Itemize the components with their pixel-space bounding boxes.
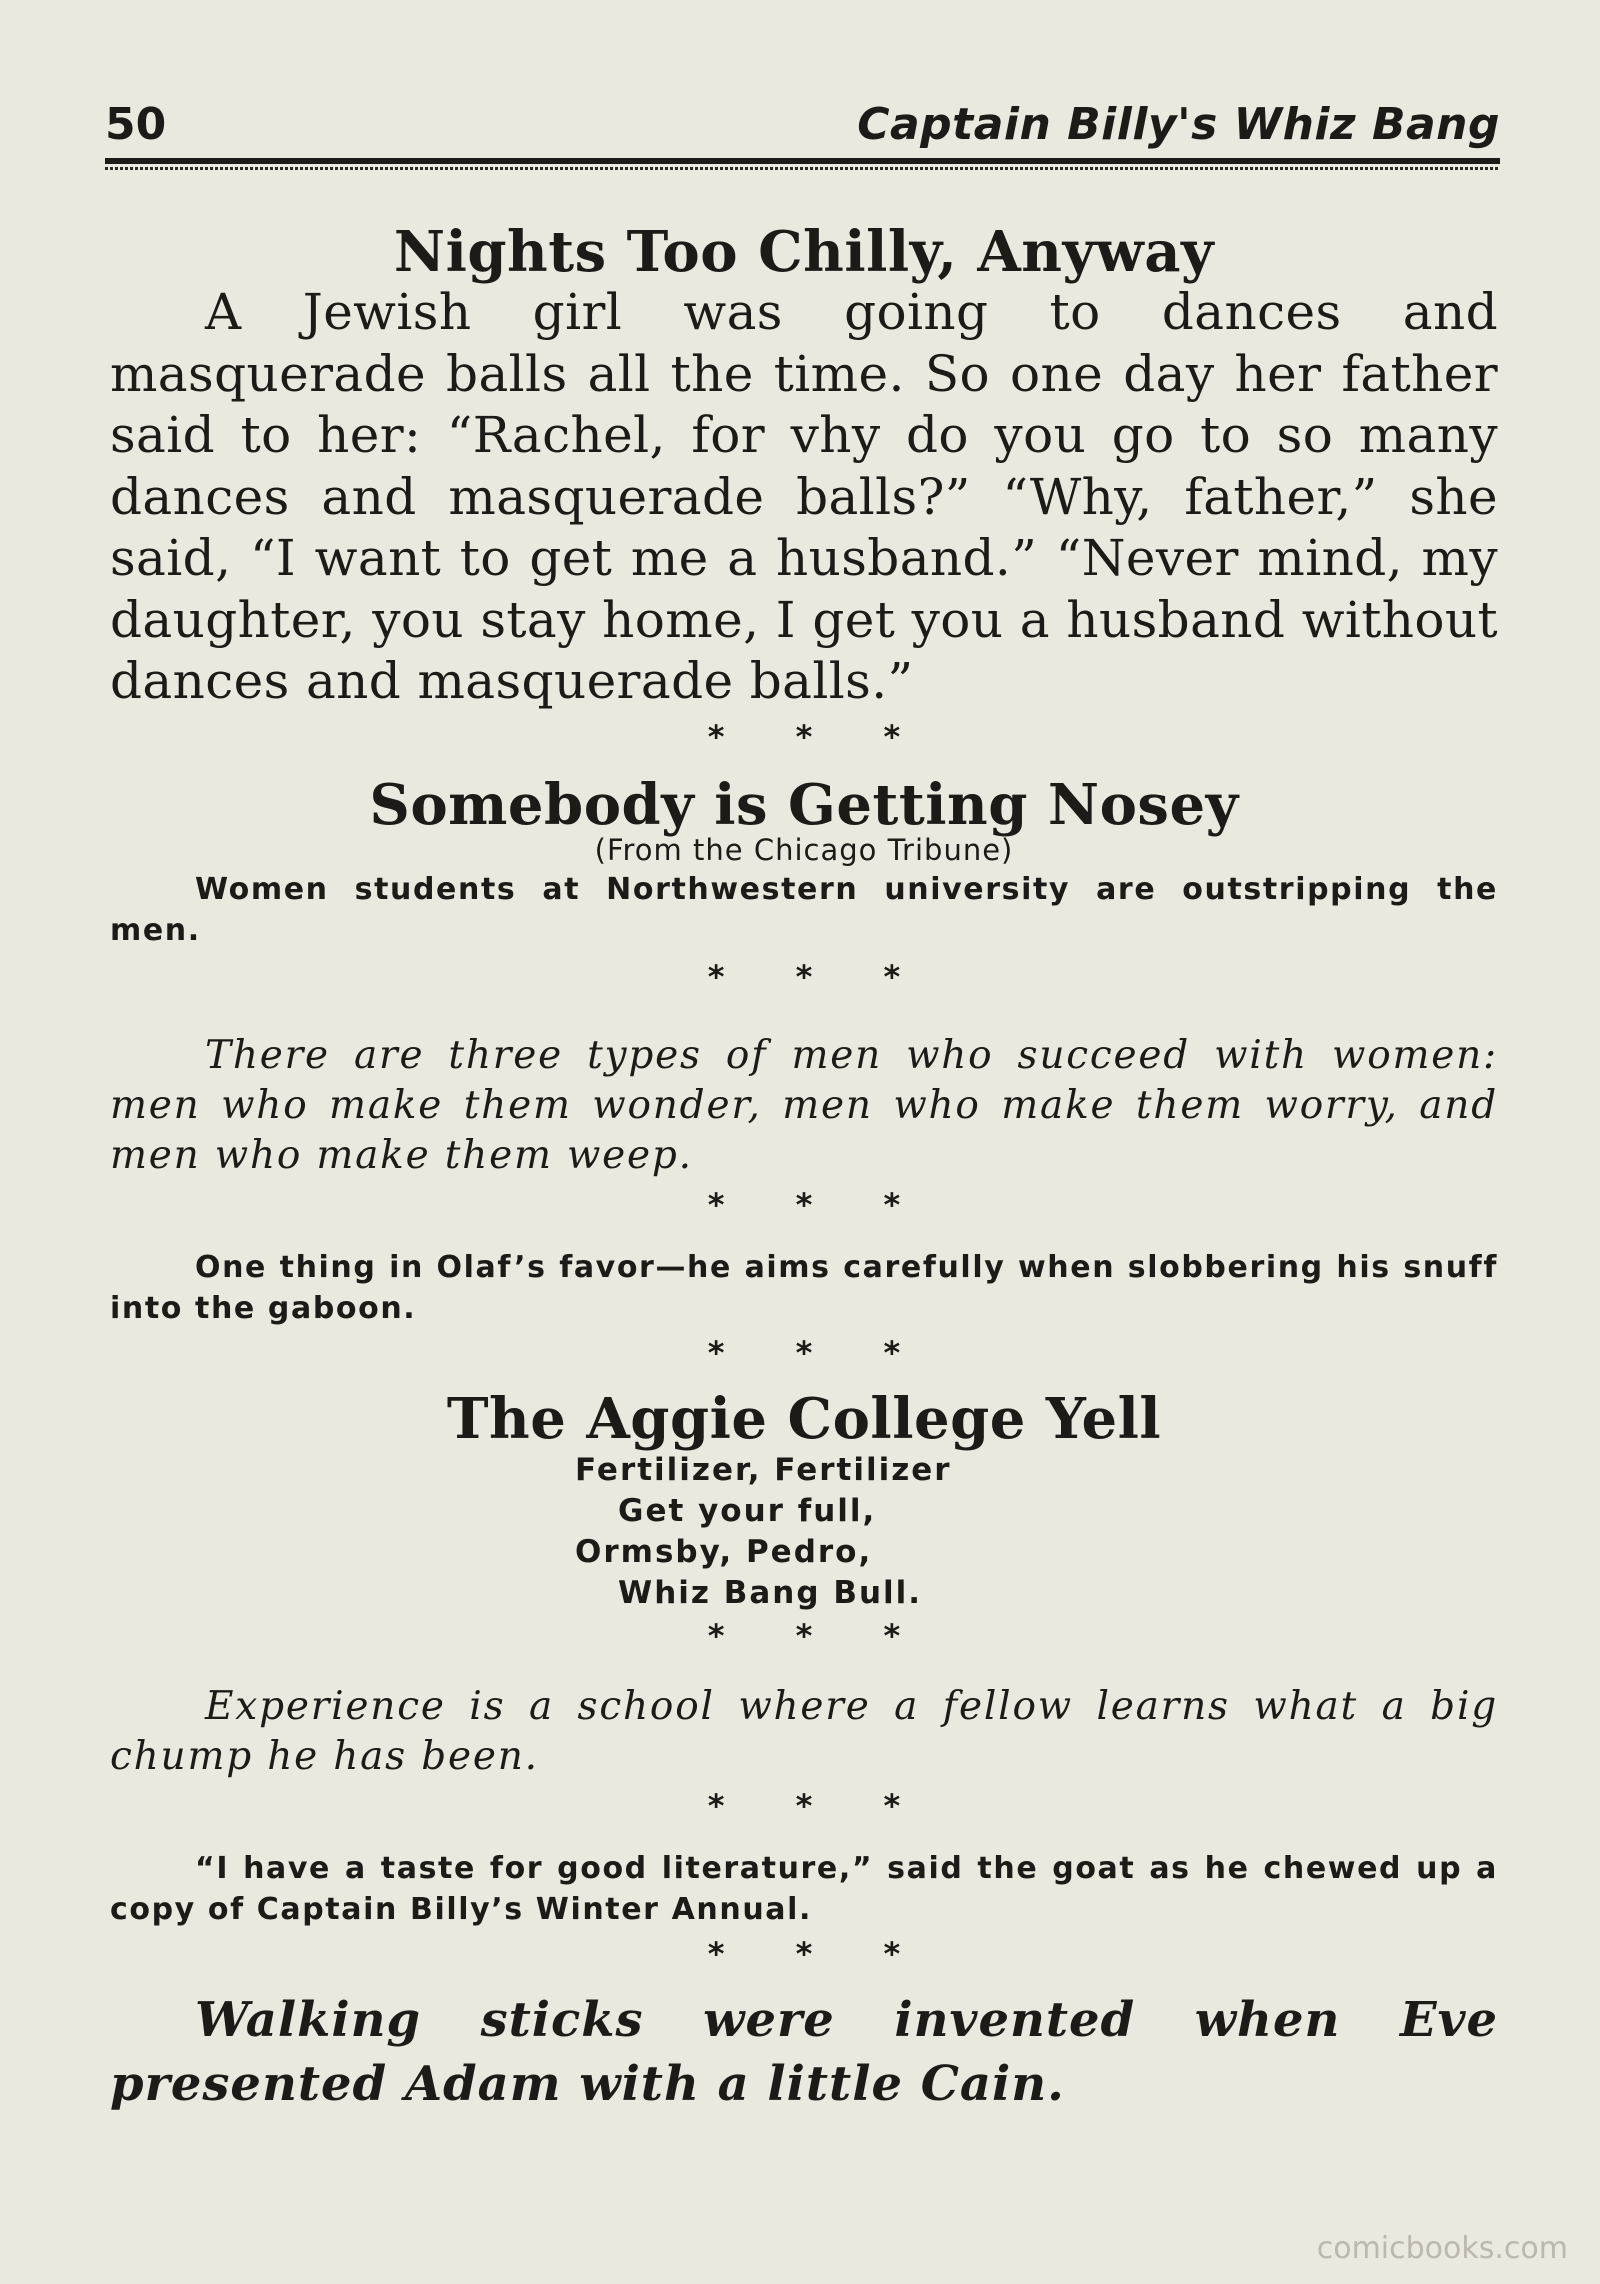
joke-walking-sticks: Walking sticks were invented when Eve presented Adam with a little Cain.: [110, 1991, 1498, 2112]
yell-line: Fertilizer, Fertilizer: [575, 1451, 952, 1488]
article-body: Women students at Northwestern university are outstripping the men.: [110, 872, 1498, 949]
article-nights-too-chilly: [110, 219, 1498, 713]
separator-stars: * * *: [707, 1186, 901, 1225]
separator-stars: * * *: [707, 1334, 901, 1373]
page-number: 50: [105, 99, 167, 150]
joke-goat: “I have a taste for good literature,” said the goat as he chewed up a copy of Captain Billy’s Winter Annual.: [110, 1850, 1498, 1927]
separator-stars: * * *: [707, 1934, 901, 1973]
article-somebody-nosey: [110, 771, 1498, 951]
article-title: Somebody is Getting Nosey: [369, 771, 1239, 838]
yell-line: Whiz Bang Bull.: [618, 1574, 923, 1611]
article-source: (From the Chicago Tribune): [594, 833, 1014, 868]
yell-lines: [110, 1450, 1498, 1614]
header-rule-dotted: [105, 167, 1500, 170]
header-rule: [105, 158, 1500, 164]
article-title: The Aggie College Yell: [446, 1386, 1162, 1453]
separator-stars: * * *: [707, 1616, 901, 1655]
yell-line: Ormsby, Pedro,: [575, 1533, 873, 1570]
separator-stars: * * *: [707, 717, 901, 756]
site-watermark: comicbooks.com: [1316, 2231, 1568, 2266]
page-content: [110, 219, 1498, 2116]
separator-stars: * * *: [707, 958, 901, 997]
joke-olaf: One thing in Olaf’s favor—he aims carefully when slobbering his snuff into the gaboon.: [110, 1250, 1498, 1327]
joke-experience: Experience is a school where a fellow learns what a big chump he has been.: [110, 1683, 1498, 1779]
yell-line: Get your full,: [618, 1492, 877, 1529]
article-body: A Jewish girl was going to dances and masquerade balls all the time. So one day her father said to her: “Rachel, for vhy do you go to so many dances and masquerade balls?” “Why, father,” she said, “I want to get me a husband.” “Never mind, my daughter, you stay home, I get you a husband without dances and masquerade balls.”: [110, 283, 1498, 711]
joke-three-types: There are three types of men who succeed with women: men who make them wonder, men who make them worry, and men who make them weep.: [110, 1033, 1498, 1179]
page-header: [105, 95, 1500, 165]
article-title: Nights Too Chilly, Anyway: [393, 219, 1215, 285]
separator-stars: * * *: [707, 1786, 901, 1825]
running-title: Captain Billy's Whiz Bang: [857, 99, 1500, 150]
article-aggie-yell: [110, 1386, 1498, 1613]
